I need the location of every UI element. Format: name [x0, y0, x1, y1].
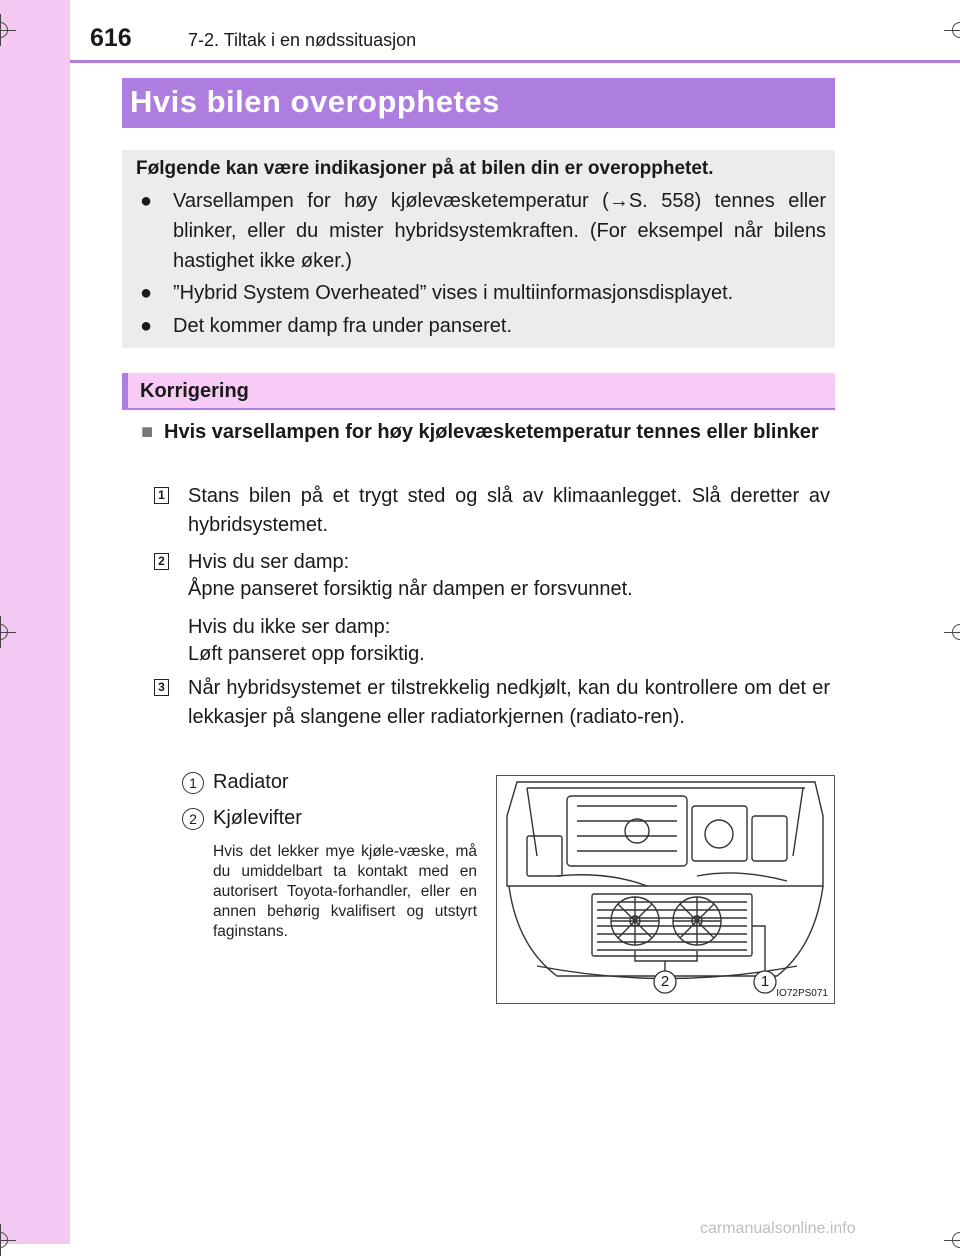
watermark: carmanualsonline.info: [700, 1220, 856, 1237]
step-text: Stans bilen på et trygt sted og slå av klimaanlegget. Slå deretter av hybridsystemet.: [188, 485, 830, 536]
info-box: [122, 150, 835, 348]
step-number: 3: [154, 679, 169, 696]
header-divider: [70, 60, 960, 63]
step-text: Åpne panseret forsiktig når dampen er forsvunnet.: [188, 578, 633, 600]
list-item: ● Varsellampen for høy kjølevæsketemperatur (→S. 558) tennes eller blinker, eller du mister hybridsystemkraften. (For eksempel når bilens hastighet ikke øker.): [140, 186, 826, 276]
square-bullet-icon: ■: [141, 421, 154, 443]
page-title-bar: [122, 78, 835, 128]
section-subheading: Korrigering: [140, 380, 249, 402]
step-text: Når hybridsystemet er tilstrekkelig nedkjølt, kan du kontrollere om det er lekkasjer på slangene eller radiatorkjernen (radiato-ren).: [188, 677, 830, 728]
section-header: 7-2. Tiltak i en nødssituasjon: [188, 30, 417, 50]
callout-number: 2: [182, 808, 204, 830]
registration-mark-icon: [944, 14, 960, 46]
bullet-icon: ●: [140, 190, 153, 212]
list-item: ● Det kommer damp fra under panseret.: [140, 311, 826, 341]
note-text: Hvis det lekker mye kjøle-væske, må du umiddelbart ta kontakt med en autorisert Toyota-forhandler, eller en annen behørig kvalifisert og utstyrt faginstans.: [213, 843, 477, 940]
registration-mark-icon: [0, 14, 16, 46]
registration-mark-icon: [944, 616, 960, 648]
list-item: ● ”Hybrid System Overheated” vises i multiinformasjonsdisplayet.: [140, 278, 826, 308]
bullet-icon: ●: [140, 282, 153, 304]
step-text: Løft panseret opp forsiktig.: [188, 643, 425, 665]
step-number: 1: [154, 487, 169, 504]
callout-number: 1: [182, 772, 204, 794]
figure-callout-1: 1: [760, 973, 770, 990]
engine-bay-figure: [496, 775, 835, 1004]
registration-mark-icon: [0, 1224, 16, 1256]
engine-bay-illustration: [497, 776, 834, 1003]
section-subheading-bar: [122, 373, 835, 410]
legend-label: Kjølevifter: [213, 807, 302, 829]
figure-code: IO72PS071: [776, 988, 828, 999]
info-heading: Følgende kan være indikasjoner på at bilen din er overopphetet.: [136, 158, 714, 179]
registration-mark-icon: [944, 1224, 960, 1256]
figure-callout-2: 2: [660, 973, 670, 990]
registration-mark-icon: [0, 616, 16, 648]
step-text: Hvis du ikke ser damp:: [188, 616, 391, 638]
page-number: 616: [90, 24, 132, 52]
page-title: Hvis bilen overopphetes: [130, 84, 500, 119]
procedure-heading: ■ Hvis varsellampen for høy kjølevæsketemperatur tennes eller blinker: [141, 418, 831, 447]
bullet-icon: ●: [140, 315, 153, 337]
step-text: Hvis du ser damp:: [188, 551, 350, 573]
step-number: 2: [154, 553, 169, 570]
legend-label: Radiator: [213, 771, 289, 793]
